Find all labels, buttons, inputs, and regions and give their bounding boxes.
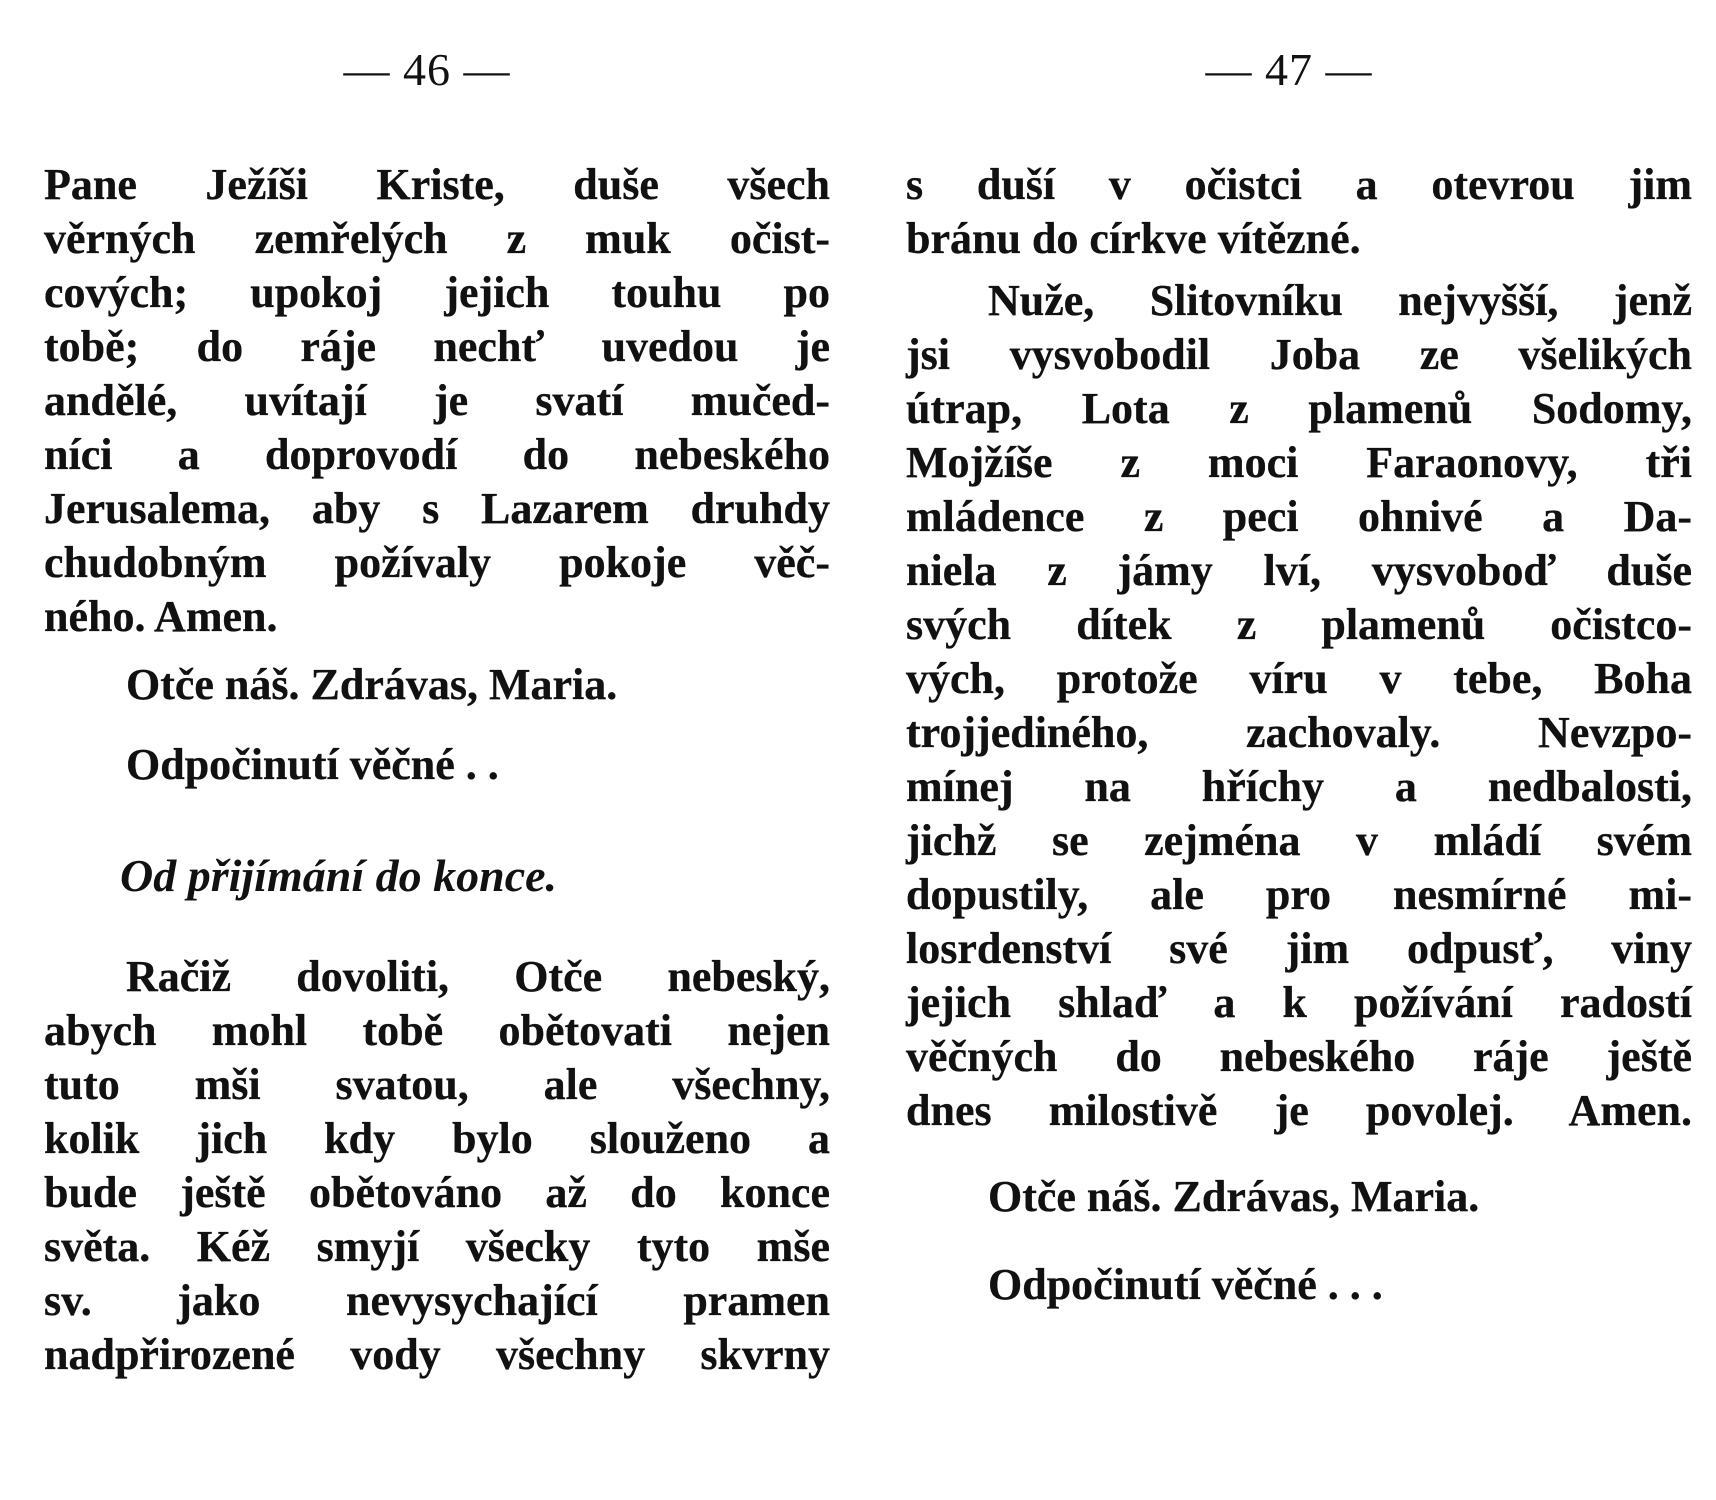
text-line: Nuže, Slitovníku nejvyšší, jenž bbox=[988, 276, 1692, 325]
text-line: tobě; do ráje nechť uvedou je bbox=[44, 322, 830, 371]
text-line: níci a doprovodí do nebeského bbox=[44, 430, 830, 479]
text-line: niela z jámy lví, vysvoboď duše bbox=[906, 546, 1692, 595]
text-line: losrdenství své jim odpusť, viny bbox=[906, 924, 1692, 973]
text-line: mládence z peci ohnivé a Da- bbox=[906, 492, 1692, 541]
text-line: bude ještě obětováno až do konce bbox=[44, 1168, 830, 1217]
left-page bbox=[44, 0, 830, 1500]
text-line: jichž se zejména v mládí svém bbox=[906, 816, 1692, 865]
text-line: bránu do církve vítězné. bbox=[906, 214, 1361, 263]
paragraph bbox=[906, 158, 1692, 266]
prayer-line: Otče náš. Zdrávas, Maria. bbox=[988, 1172, 1480, 1221]
text-line: jsi vysvobodil Joba ze všelikých bbox=[906, 330, 1692, 379]
paragraph bbox=[44, 950, 830, 1382]
text-line: svých dítek z plamenů očistco- bbox=[906, 600, 1692, 649]
text-line: tuto mši svatou, ale všechny, bbox=[44, 1060, 830, 1109]
text-line: světa. Kéž smyjí všecky tyto mše bbox=[44, 1222, 830, 1271]
text-line: trojjediného, zachovaly. Nevzpo- bbox=[906, 708, 1692, 757]
text-line: kolik jich kdy bylo slouženo a bbox=[44, 1114, 830, 1163]
text-line: věčných do nebeského ráje ještě bbox=[906, 1032, 1692, 1081]
page-number: — 47 — bbox=[1205, 44, 1373, 95]
prayer-line: Otče náš. Zdrávas, Maria. bbox=[126, 660, 618, 709]
text-line: nadpřirozené vody všechny skvrny bbox=[44, 1330, 830, 1379]
prayer-line: Odpočinutí věčné . . . bbox=[988, 1260, 1383, 1309]
text-line: andělé, uvítají je svatí mučed- bbox=[44, 376, 830, 425]
left-page-content bbox=[44, 158, 830, 1382]
text-line: Mojžíše z moci Faraonovy, tři bbox=[906, 438, 1692, 487]
page-number: — 46 — bbox=[343, 44, 511, 95]
paragraph bbox=[44, 158, 830, 644]
text-line: útrap, Lota z plamenů Sodomy, bbox=[906, 384, 1692, 433]
text-line: jejich shlaď a k požívání radostí bbox=[906, 978, 1692, 1027]
section-heading: Od přijímání do konce. bbox=[120, 850, 558, 901]
text-line: cových; upokoj jejich touhu po bbox=[44, 268, 830, 317]
text-line: vých, protože víru v tebe, Boha bbox=[906, 654, 1692, 703]
text-line: sv. jako nevysychající pramen bbox=[44, 1276, 830, 1325]
text-line: dopustily, ale pro nesmírné mi- bbox=[906, 870, 1692, 919]
right-page bbox=[906, 0, 1692, 1500]
right-page-content bbox=[906, 158, 1692, 1312]
text-line: Račiž dovoliti, Otče nebeský, bbox=[126, 952, 830, 1001]
paragraph bbox=[906, 274, 1692, 1138]
text-line: Pane Ježíši Kriste, duše všech bbox=[44, 160, 830, 209]
text-line: Jerusalema, aby s Lazarem druhdy bbox=[44, 484, 830, 533]
text-line: mínej na hříchy a nedbalosti, bbox=[906, 762, 1692, 811]
text-line: abych mohl tobě obětovati nejen bbox=[44, 1006, 830, 1055]
text-line: dnes milostivě je povolej. Amen. bbox=[906, 1086, 1692, 1135]
text-line: chudobným požívaly pokoje věč- bbox=[44, 538, 830, 587]
text-line: ného. Amen. bbox=[44, 592, 278, 641]
prayer-line: Odpočinutí věčné . . bbox=[126, 740, 499, 789]
text-line: s duší v očistci a otevrou jim bbox=[906, 160, 1692, 209]
text-line: věrných zemřelých z muk očist- bbox=[44, 214, 830, 263]
